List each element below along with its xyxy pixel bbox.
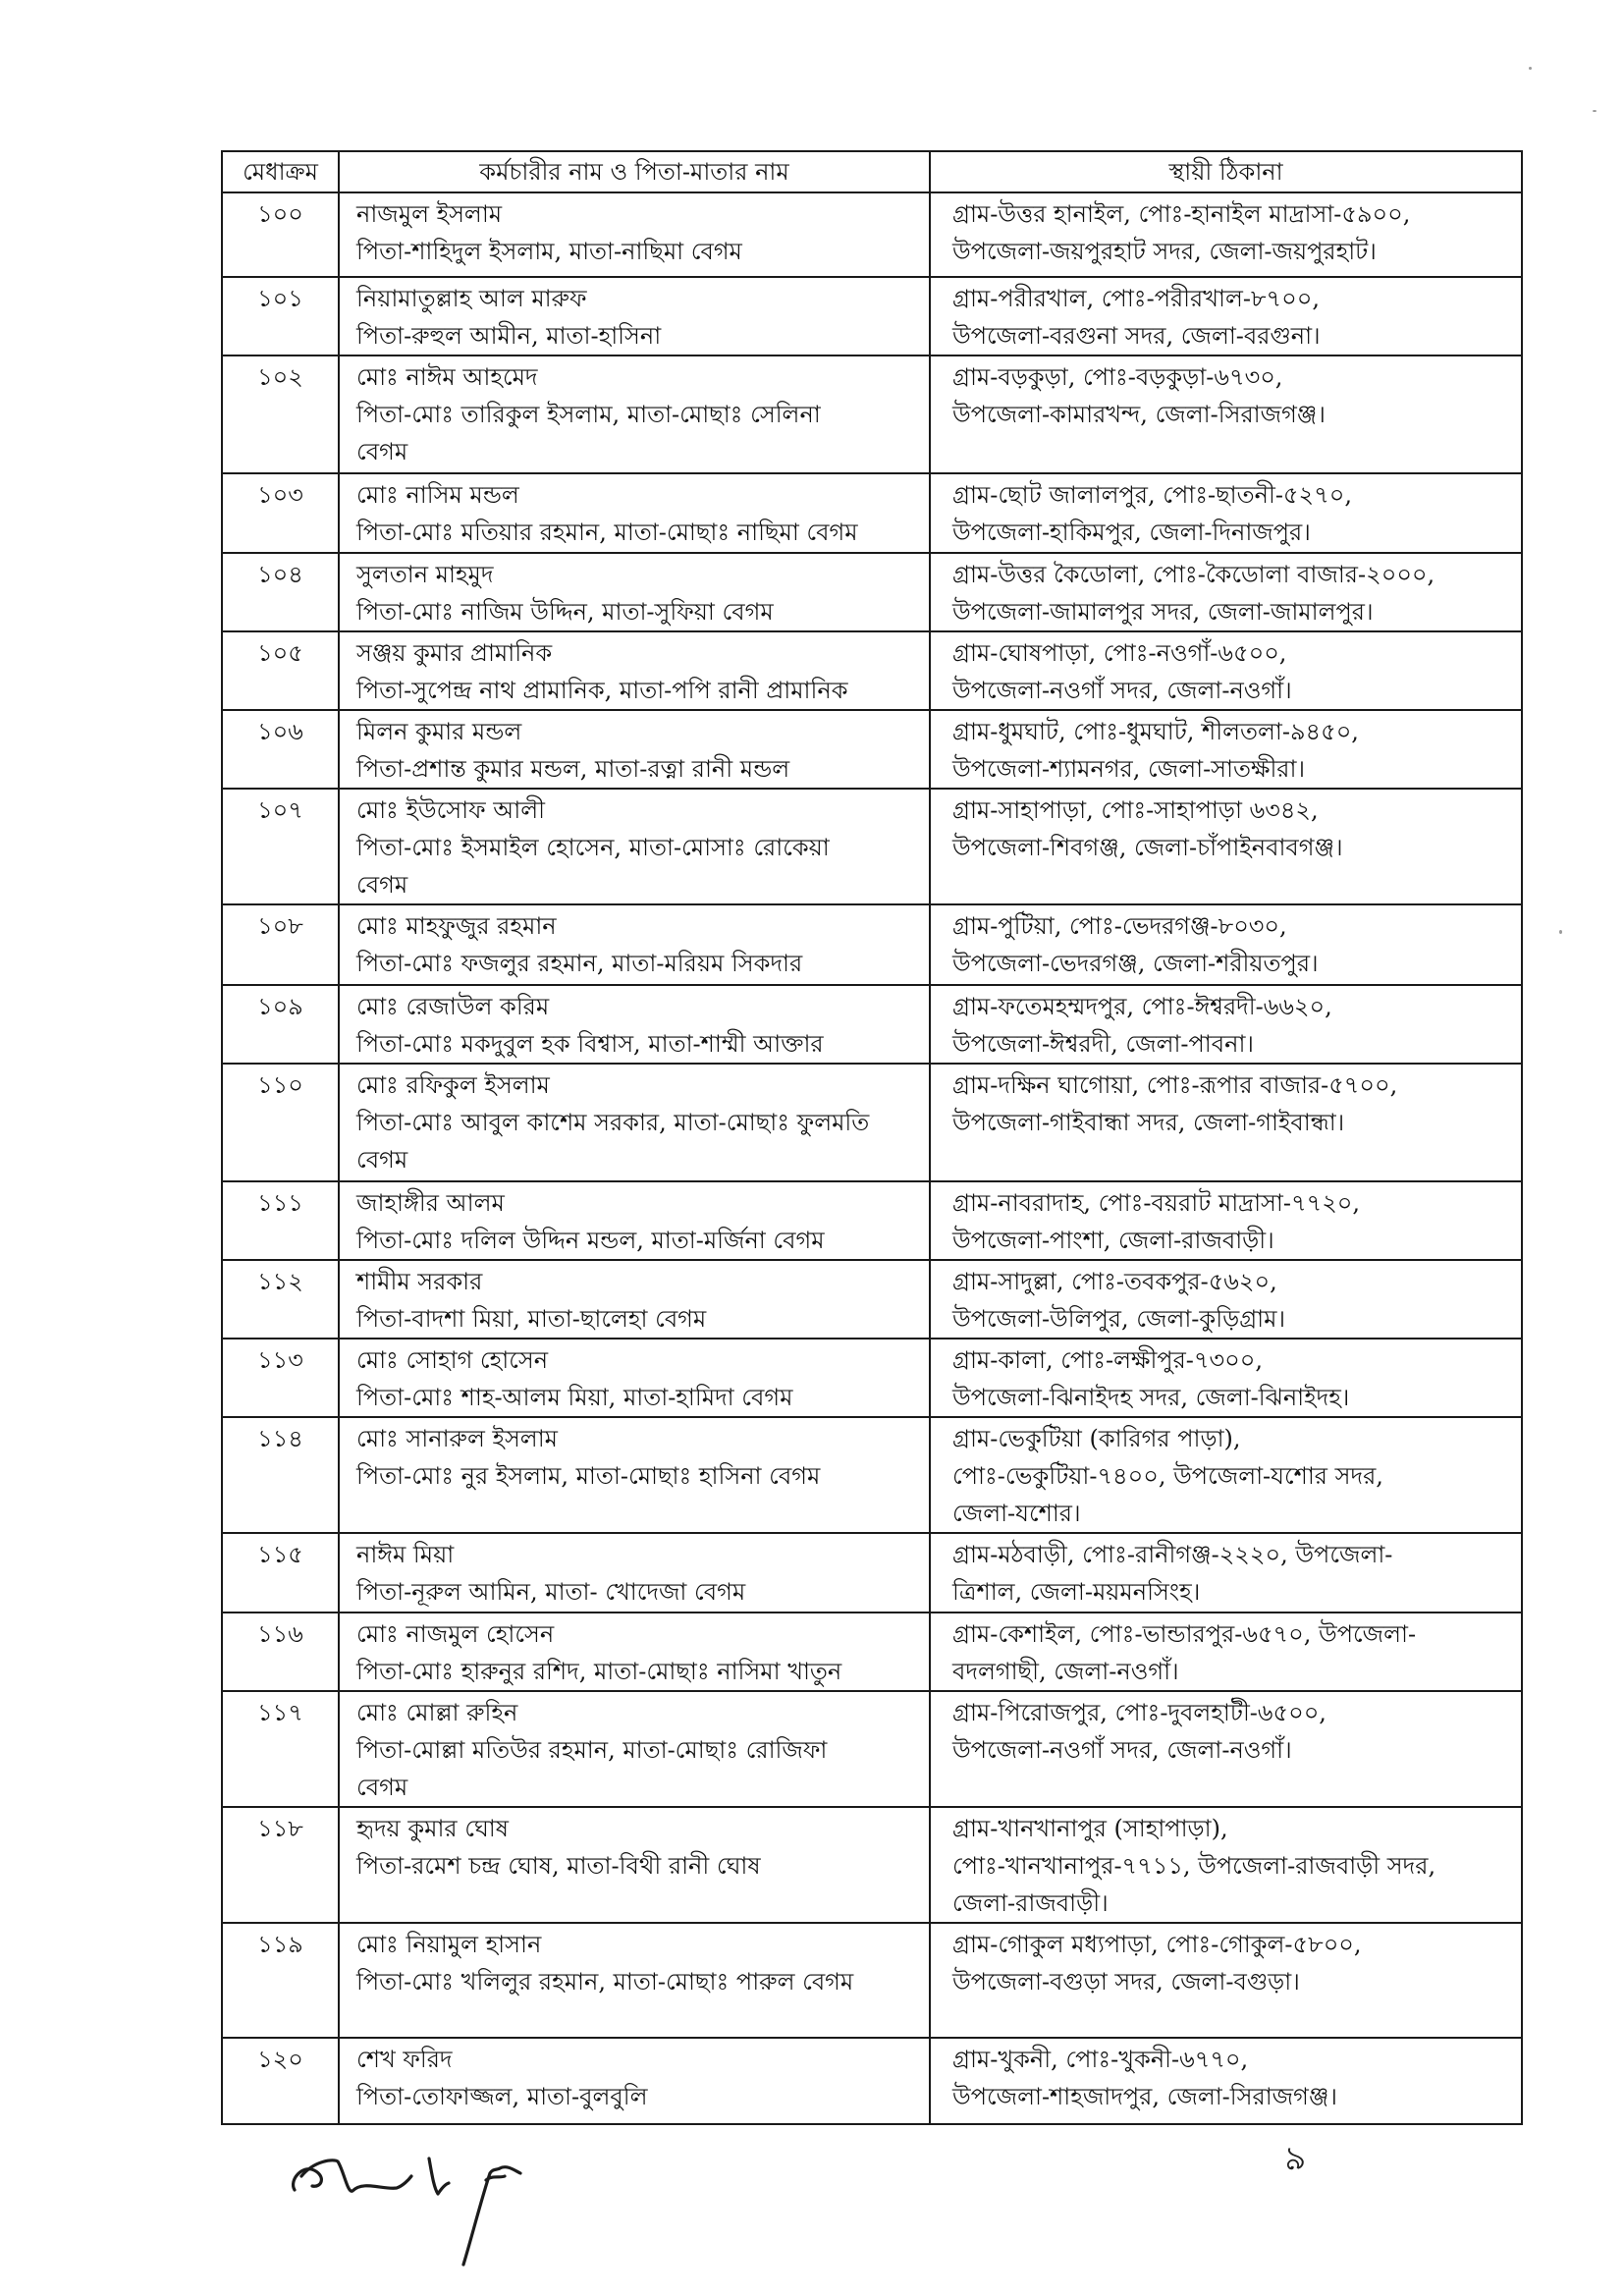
serial-cell [222,553,339,631]
address-cell [930,710,1522,789]
parents-line: বেগম [356,871,408,899]
employee-name: নাজমুল ইসলাম [356,200,503,228]
address-line: গ্রাম-খানখানাপুর (সাহাপাড়া), [952,1815,1228,1842]
serial-number: ১১০ [257,1071,303,1099]
table-row [222,1613,1522,1691]
address-line: জেলা-রাজবাড়ী। [952,1889,1109,1917]
serial-number: ১১৯ [257,1931,303,1958]
address-cell [930,473,1522,553]
parents-line: পিতা-নূরুল আমিন, মাতা- খোদেজা বেগম [356,1578,746,1606]
address-cell [930,192,1522,277]
address-line: গ্রাম-কালা, পোঃ-লক্ষীপুর-৭৩০০, [952,1346,1263,1374]
address-cell [930,355,1522,473]
employee-name: শেখ ফরিদ [356,2046,453,2073]
scan-speck [1559,930,1562,934]
signature [285,2131,550,2278]
address-line: উপজেলা-বগুড়া সদর, জেলা-বগুড়া। [952,1968,1300,1995]
serial-number: ১১৭ [257,1699,303,1726]
parents-line: পিতা-মোল্লা মতিউর রহমান, মাতা-মোছাঃ রোজিফা [356,1736,828,1764]
address-line: উপজেলা-নওগাঁ সদর, জেলা-নওগাঁ। [952,677,1292,704]
address-line: উপজেলা-কামারখন্দ, জেলা-সিরাজগঞ্জ। [952,401,1326,428]
address-line: উপজেলা-ভেদরগঞ্জ, জেলা-শরীয়তপুর। [952,950,1319,977]
table-row [222,192,1522,277]
parents-line: পিতা-মোঃ ফজলুর রহমান, মাতা-মরিয়ম সিকদার [356,950,803,977]
name-cell [339,1613,930,1691]
address-line: উপজেলা-পাংশা, জেলা-রাজবাড়ী। [952,1227,1274,1254]
address-line: উপজেলা-শিবগঞ্জ, জেলা-চাঁপাইনবাবগঞ্জ। [952,834,1343,861]
name-cell [339,473,930,553]
name-cell [339,1260,930,1339]
name-cell [339,789,930,904]
serial-number: ১০১ [257,285,303,312]
parents-line: বেগম [356,1774,408,1801]
parents-line: পিতা-প্রশান্ত কুমার মন্ডল, মাতা-রত্না রানী মন্ডল [356,755,790,783]
serial-cell [222,1807,339,1923]
parents-line: পিতা-মোঃ দলিল উদ্দিন মন্ডল, মাতা-মর্জিনা বেগম [356,1227,825,1254]
serial-cell [222,1181,339,1260]
serial-number: ১১১ [257,1189,303,1217]
address-line: উপজেলা-ঈশ্বরদী, জেলা-পাবনা। [952,1030,1254,1058]
parents-line: পিতা-মোঃ মকদুবুল হক বিশ্বাস, মাতা-শাম্মী আক্তার [356,1030,824,1058]
table-row [222,473,1522,553]
name-cell [339,355,930,473]
parents-line: পিতা-মোঃ তারিকুল ইসলাম, মাতা-মোছাঃ সেলিনা [356,401,821,428]
serial-cell [222,710,339,789]
employee-name: জাহাঙ্গীর আলম [356,1189,505,1217]
address-cell [930,1923,1522,2038]
address-cell [930,553,1522,631]
address-line: উপজেলা-উলিপুর, জেলা-কুড়িগ্রাম। [952,1305,1286,1333]
parents-line: পিতা-সুপেন্দ্র নাথ প্রামানিক, মাতা-পপি রানী প্রামানিক [356,677,848,704]
name-cell [339,1417,930,1533]
name-cell [339,631,930,710]
address-cell [930,789,1522,904]
serial-number: ১১৬ [257,1620,303,1648]
address-cell [930,1181,1522,1260]
serial-number: ১১৫ [257,1541,303,1568]
serial-cell [222,1691,339,1807]
name-cell [339,2038,930,2124]
address-line: বদলগাছী, জেলা-নওগাঁ। [952,1658,1179,1685]
employee-name: মোঃ নাঈম আহমেদ [356,363,538,391]
table-row [222,1260,1522,1339]
employee-name: মোঃ ইউসোফ আলী [356,796,545,824]
address-line: গ্রাম-পুটিয়া, পোঃ-ভেদরগঞ্জ-৮০৩০, [952,912,1287,940]
employee-table [221,150,1523,2125]
address-line: গ্রাম-খুকনী, পোঃ-খুকনী-৬৭৭০, [952,2046,1249,2073]
employee-name: শামীম সরকার [356,1268,483,1295]
address-cell [930,631,1522,710]
address-line: পোঃ-ভেকুটিয়া-৭৪০০, উপজেলা-যশোর সদর, [952,1462,1383,1490]
name-cell [339,192,930,277]
parents-line: পিতা-মোঃ হারুনুর রশিদ, মাতা-মোছাঃ নাসিমা খাতুন [356,1658,842,1685]
address-line: গ্রাম-উত্তর হানাইল, পোঃ-হানাইল মাদ্রাসা-৫৯০০, [952,200,1411,228]
name-cell [339,1339,930,1417]
serial-cell [222,277,339,355]
table-row [222,1417,1522,1533]
table-row [222,710,1522,789]
employee-name: নিয়ামাতুল্লাহ আল মারুফ [356,285,587,312]
employee-name: মোঃ রফিকুল ইসলাম [356,1071,550,1099]
address-line: জেলা-যশোর। [952,1500,1081,1527]
address-cell [930,1533,1522,1613]
serial-number: ১০৬ [257,718,303,745]
table-row [222,355,1522,473]
parents-line: পিতা-শাহিদুল ইসলাম, মাতা-নাছিমা বেগম [356,238,742,265]
address-cell [930,1417,1522,1533]
address-line: গ্রাম-সাদুল্লা, পোঃ-তবকপুর-৫৬২০, [952,1268,1277,1295]
address-line: গ্রাম-গোকুল মধ্যপাড়া, পোঃ-গোকুল-৫৮০০, [952,1931,1362,1958]
table-row [222,553,1522,631]
address-line: গ্রাম-নাবরাদাহ, পোঃ-বয়রাট মাদ্রাসা-৭৭২০, [952,1189,1361,1217]
address-cell [930,904,1522,985]
name-cell [339,1923,930,2038]
parents-line: পিতা-মোঃ নুর ইসলাম, মাতা-মোছাঃ হাসিনা বেগম [356,1462,821,1490]
address-line: গ্রাম-ঘোষপাড়া, পোঃ-নওগাঁ-৬৫০০, [952,639,1287,667]
address-line: উপজেলা-জামালপুর সদর, জেলা-জামালপুর। [952,598,1374,626]
name-cell [339,1181,930,1260]
parents-line: পিতা-রমেশ চন্দ্র ঘোষ, মাতা-বিথী রানী ঘোষ [356,1852,761,1880]
address-line: পোঃ-খানখানাপুর-৭৭১১, উপজেলা-রাজবাড়ী সদর, [952,1852,1436,1880]
serial-number: ১১৩ [257,1346,303,1374]
serial-cell [222,789,339,904]
employee-name: নাঈম মিয়া [356,1541,455,1568]
parents-line: পিতা-তোফাজ্জল, মাতা-বুলবুলি [356,2083,648,2110]
table-row [222,1064,1522,1181]
employee-name: মোঃ নাজমুল হোসেন [356,1620,555,1648]
scan-speck [1593,110,1597,112]
address-line: উপজেলা-শাহজাদপুর, জেলা-সিরাজগঞ্জ। [952,2083,1337,2110]
name-cell [339,1533,930,1613]
serial-cell [222,904,339,985]
serial-number: ১১৪ [257,1425,303,1452]
parents-line: পিতা-বাদশা মিয়া, মাতা-ছালেহা বেগম [356,1305,707,1333]
address-line: উপজেলা-জয়পুরহাট সদর, জেলা-জয়পুরহাট। [952,238,1377,265]
employee-name: মোঃ রেজাউল করিম [356,993,550,1020]
address-line: গ্রাম-পিরোজপুর, পোঃ-দুবলহাটী-৬৫০০, [952,1699,1326,1726]
serial-number: ১০৮ [257,912,303,940]
parents-line: পিতা-মোঃ খলিলুর রহমান, মাতা-মোছাঃ পারুল বেগম [356,1968,854,1995]
employee-name: মোঃ মোল্লা রুহিন [356,1699,518,1726]
employee-name: সুলতান মাহমুদ [356,561,494,588]
address-line: গ্রাম-ফতেমহম্মদপুর, পোঃ-ঈশ্বরদী-৬৬২০, [952,993,1332,1020]
serial-cell [222,1260,339,1339]
parents-line: পিতা-মোঃ মতিয়ার রহমান, মাতা-মোছাঃ নাছিমা বেগম [356,519,858,546]
address-line: ত্রিশাল, জেলা-ময়মনসিংহ। [952,1578,1201,1606]
serial-number: ১০৩ [257,481,303,509]
employee-name: মোঃ সোহাগ হোসেন [356,1346,549,1374]
address-line: গ্রাম-ধুমঘাট, পোঃ-ধুমঘাট, শীলতলা-৯৪৫০, [952,718,1359,745]
address-line: গ্রাম-বড়কুড়া, পোঃ-বড়কুড়া-৬৭৩০, [952,363,1283,391]
employee-name: হৃদয় কুমার ঘোষ [356,1815,509,1842]
serial-cell [222,192,339,277]
name-cell [339,277,930,355]
serial-number: ১০২ [257,363,303,391]
table-row [222,1807,1522,1923]
address-line: গ্রাম-দক্ষিন ঘাগোয়া, পোঃ-রূপার বাজার-৫৭০০, [952,1071,1398,1099]
table-row [222,1339,1522,1417]
address-cell [930,1613,1522,1691]
address-line: গ্রাম-পরীরখাল, পোঃ-পরীরখাল-৮৭০০, [952,285,1320,312]
table-row [222,1691,1522,1807]
table-row [222,904,1522,985]
serial-cell [222,1417,339,1533]
serial-cell [222,1339,339,1417]
serial-cell [222,2038,339,2124]
table-row [222,1181,1522,1260]
address-cell [930,277,1522,355]
employee-name: মোঃ নিয়ামুল হাসান [356,1931,542,1958]
table-row [222,277,1522,355]
table-row [222,631,1522,710]
table-row [222,1923,1522,2038]
employee-name: সঞ্জয় কুমার প্রামানিক [356,639,553,667]
address-line: গ্রাম-উত্তর কৈডোলা, পোঃ-কৈডোলা বাজার-২০০০, [952,561,1435,588]
address-line: গ্রাম-ভেকুটিয়া (কারিগর পাড়া), [952,1425,1241,1452]
parents-line: পিতা-মোঃ আবুল কাশেম সরকার, মাতা-মোছাঃ ফুলমতি [356,1109,870,1136]
header-address: স্থায়ী ঠিকানা [930,151,1522,192]
name-cell [339,1807,930,1923]
table-header [222,151,1522,192]
serial-number: ১১৮ [257,1815,303,1842]
serial-cell [222,1923,339,2038]
header-row [222,151,1522,192]
parents-line: বেগম [356,438,408,465]
serial-cell [222,1613,339,1691]
name-cell [339,1064,930,1181]
address-line: গ্রাম-ছোট জালালপুর, পোঃ-ছাতনী-৫২৭০, [952,481,1352,509]
serial-cell [222,985,339,1064]
name-cell [339,710,930,789]
address-line: উপজেলা-নওগাঁ সদর, জেলা-নওগাঁ। [952,1736,1292,1764]
address-cell [930,985,1522,1064]
serial-number: ১১২ [257,1268,303,1295]
parents-line: পিতা-রুহুল আমীন, মাতা-হাসিনা [356,322,662,350]
address-cell [930,1339,1522,1417]
serial-number: ১০৪ [257,561,303,588]
serial-cell [222,473,339,553]
name-cell [339,553,930,631]
employee-name: মোঃ মাহফুজুর রহমান [356,912,557,940]
parents-line: পিতা-মোঃ শাহ-আলম মিয়া, মাতা-হামিদা বেগম [356,1384,793,1411]
name-cell [339,904,930,985]
table-row [222,985,1522,1064]
header-serial: মেধাক্রম [222,151,339,192]
address-cell [930,1260,1522,1339]
serial-number: ১০৫ [257,639,303,667]
address-line: উপজেলা-শ্যামনগর, জেলা-সাতক্ষীরা। [952,755,1306,783]
address-cell [930,2038,1522,2124]
table-row [222,1533,1522,1613]
serial-cell [222,631,339,710]
address-line: উপজেলা-বরগুনা সদর, জেলা-বরগুনা। [952,322,1321,350]
serial-number: ১২০ [257,2046,303,2073]
address-cell [930,1807,1522,1923]
employee-name: মোঃ সানারুল ইসলাম [356,1425,558,1452]
name-cell [339,985,930,1064]
employee-name: মিলন কুমার মন্ডল [356,718,522,745]
address-line: উপজেলা-গাইবান্ধা সদর, জেলা-গাইবান্ধা। [952,1109,1345,1136]
scan-speck [1529,67,1532,70]
table-body [222,192,1522,2124]
header-name: কর্মচারীর নাম ও পিতা-মাতার নাম [339,151,930,192]
address-cell [930,1691,1522,1807]
parents-line: পিতা-মোঃ ইসমাইল হোসেন, মাতা-মোসাঃ রোকেয়া [356,834,830,861]
page-number: ৯ [1282,2138,1308,2179]
name-cell [339,1691,930,1807]
serial-number: ১০৭ [257,796,303,824]
address-line: গ্রাম-মঠবাড়ী, পোঃ-রানীগঞ্জ-২২২০, উপজেলা- [952,1541,1393,1568]
serial-number: ১০৯ [257,993,303,1020]
serial-cell [222,1064,339,1181]
serial-number: ১০০ [257,200,303,228]
address-line: গ্রাম-সাহাপাড়া, পোঃ-সাহাপাড়া ৬৩৪২, [952,796,1319,824]
serial-cell [222,1533,339,1613]
address-line: উপজেলা-ঝিনাইদহ সদর, জেলা-ঝিনাইদহ। [952,1384,1350,1411]
serial-cell [222,355,339,473]
address-line: উপজেলা-হাকিমপুর, জেলা-দিনাজপুর। [952,519,1311,546]
parents-line: বেগম [356,1146,408,1174]
parents-line: পিতা-মোঃ নাজিম উদ্দিন, মাতা-সুফিয়া বেগম [356,598,774,626]
employee-name: মোঃ নাসিম মন্ডল [356,481,519,509]
table-row [222,2038,1522,2124]
table-row [222,789,1522,904]
address-cell [930,1064,1522,1181]
address-line: গ্রাম-কেশাইল, পোঃ-ভান্ডারপুর-৬৫৭০, উপজেলা- [952,1620,1417,1648]
